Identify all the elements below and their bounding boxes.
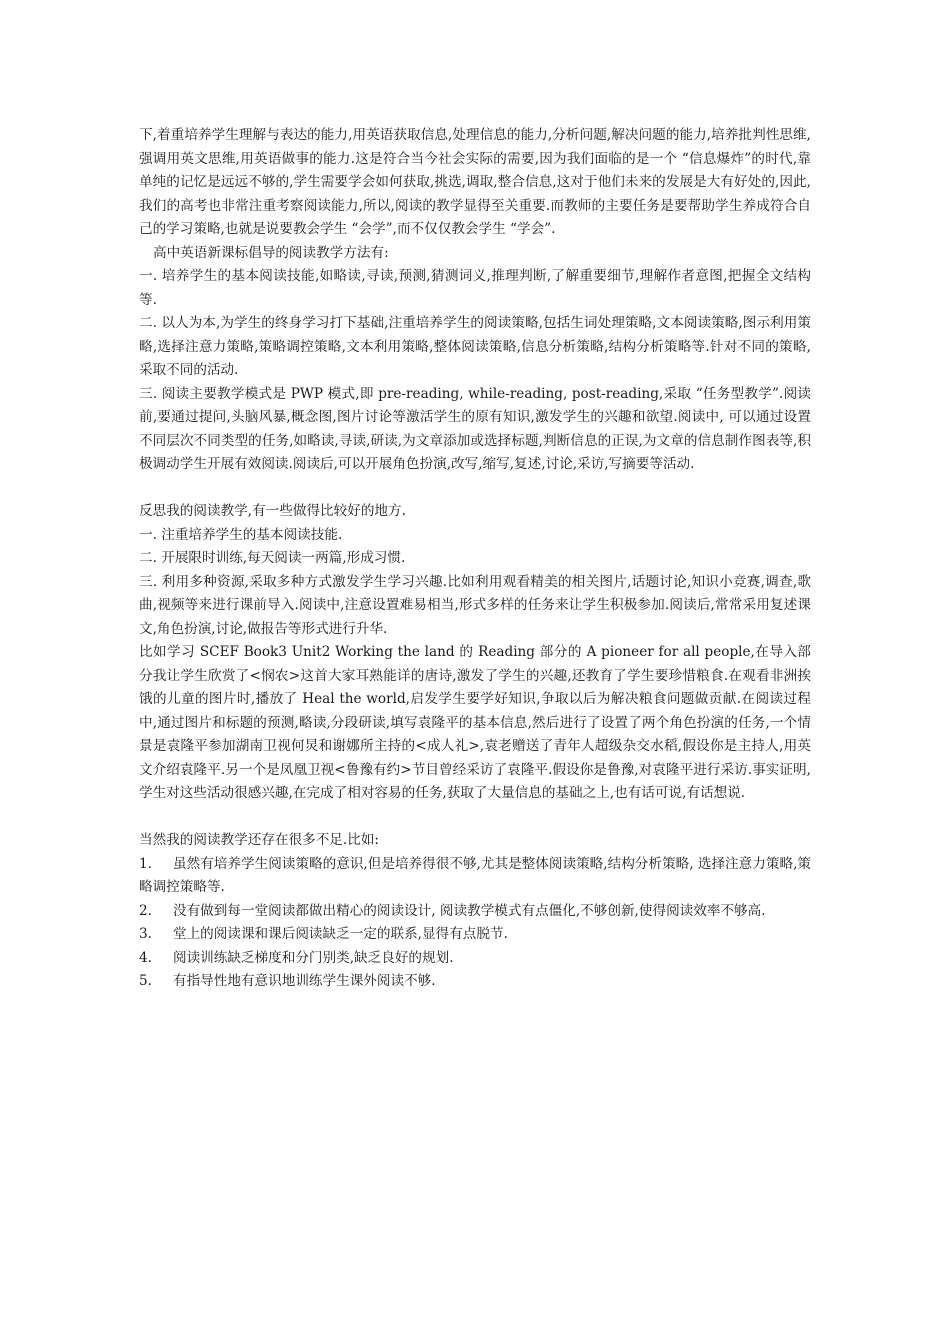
item-number: 2. <box>139 902 152 919</box>
method-item-2: 二. 以人为本,为学生的终身学习打下基础,注重培养学生的阅读策略,包括生词处理策略,文本阅读策略,图示利用策略,选择注意力策略,策略调控策略,文本利用策略,整体阅读策略,信息分析策略,结构分析策略等.针对不同的策略,采取不同的活动. <box>139 315 811 378</box>
item-text: 堂上的阅读课和课后阅读缺乏一定的联系,显得有点脱节. <box>173 926 508 942</box>
shortcoming-item-2 <box>139 900 811 924</box>
method-item-1: 一. 培养学生的基本阅读技能,如略读,寻读,预测,猜测词义,推理判断,了解重要细节,理解作者意图,把握全文结构等. <box>139 268 811 308</box>
method-item-3: 三. 阅读主要教学模式是 PWP 模式,即 pre-reading, while-reading, post-reading,采取 “任务型教学”.阅读前,要通过提问,头脑风暴,概念图,图片讨论等激活学生的原有知识,激发学生的兴趣和欲望.阅读中, 可以通过设置不同层次不同类型的任务,如略读,寻读,研读,为文章添加或选择标题,判断信息的正误,为文章的信息制作图表等,积极调动学生开展有效阅读.阅读后,可以开展角色扮演,改写,缩写,复述,讨论,采访,写摘要等活动. <box>139 385 811 472</box>
item-number: 4. <box>139 949 152 966</box>
item-text: 有指导性地有意识地训练学生课外阅读不够. <box>173 973 436 989</box>
item-text: 阅读训练缺乏梯度和分门别类,缺乏良好的规划. <box>173 949 454 966</box>
item-number: 1. <box>139 855 152 872</box>
example-paragraph: 比如学习 SCEF Book3 Unit2 Working the land 的 Reading 部分的 A pioneer for all people,在导入部分我让学生欣赏了<悯农>这首大家耳熟能详的唐诗,激发了学生的兴趣,还教育了学生要珍惜粮食.在观看非洲挨饿的儿童的图片时,播放了 Heal the world,启发学生要学好知识,争取以后为解决粮食问题做贡献.在阅读过程中,通过图片和标题的预测,略读,分段研读,填写袁隆平的基本信息,然后进行了设置了两个角色扮演的任务,一个情景是袁隆平参加湖南卫视何炅和谢娜所主持的<成人礼>,袁老赠送了青年人超级杂交水稻,假设你是主持人,用英文介绍袁隆平.另一个是凤凰卫视<鲁豫有约>节目曾经采访了袁隆平.假设你是鲁豫,对袁隆平进行采访.事实证明,学生对这些活动很感兴趣,在完成了相对容易的任务,获取了大量信息的基础之上,也有话可说,有话想说. <box>139 644 811 801</box>
strength-item-2: 二. 开展限时训练,每天阅读一两篇,形成习惯. <box>139 550 406 566</box>
shortcoming-item-4 <box>139 947 811 971</box>
item-number: 5. <box>139 973 152 989</box>
shortcoming-item-3 <box>139 923 811 947</box>
reflection-heading: 反思我的阅读教学,有一些做得比较好的地方. <box>139 503 406 519</box>
shortcoming-item-1 <box>139 853 811 900</box>
document-body <box>139 124 811 994</box>
blank-line <box>139 806 811 830</box>
item-number: 3. <box>139 926 152 942</box>
methods-heading: 高中英语新课标倡导的阅读教学方法有: <box>153 244 389 261</box>
blank-line <box>139 477 811 501</box>
strength-item-1: 一. 注重培养学生的基本阅读技能. <box>139 526 343 543</box>
shortcomings-heading: 当然我的阅读教学还存在很多不足.比如: <box>139 832 379 848</box>
item-text: 没有做到每一堂阅读都做出精心的阅读设计, 阅读教学模式有点僵化,不够创新,使得阅读效率不够高. <box>173 902 766 919</box>
intro-paragraph: 下,着重培养学生理解与表达的能力,用英语获取信息,处理信息的能力,分析问题,解决问题的能力,培养批判性思维,强调用英文思维,用英语做事的能力.这是符合当今社会实际的需要,因为我们面临的是一个 “信息爆炸”的时代,靠单纯的记忆是远远不够的,学生需要学会如何获取,挑选,调取,整合信息,这对于他们未来的发展是大有好处的,因此,我们的高考也非常注重考察阅读能力,所以,阅读的教学显得至关重要.而教师的主要任务是要帮助学生养成符合自己的学习策略,也就是说要教会学生 “会学”,而不仅仅教会学生 “学会”. <box>139 127 811 237</box>
strength-item-3: 三. 利用多种资源,采取多种方式激发学生学习兴趣.比如利用观看精美的相关图片,话题讨论,知识小竞赛,调查,歌曲,视频等来进行课前导入.阅读中,注意设置难易相当,形式多样的任务来让学生积极参加.阅读后,常常采用复述课文,角色扮演,讨论,做报告等形式进行升华. <box>139 573 811 637</box>
item-text: 虽然有培养学生阅读策略的意识,但是培养得很不够,尤其是整体阅读策略,结构分析策略, 选择注意力策略,策略调控策略等. <box>139 855 811 895</box>
shortcoming-item-5 <box>139 970 811 994</box>
